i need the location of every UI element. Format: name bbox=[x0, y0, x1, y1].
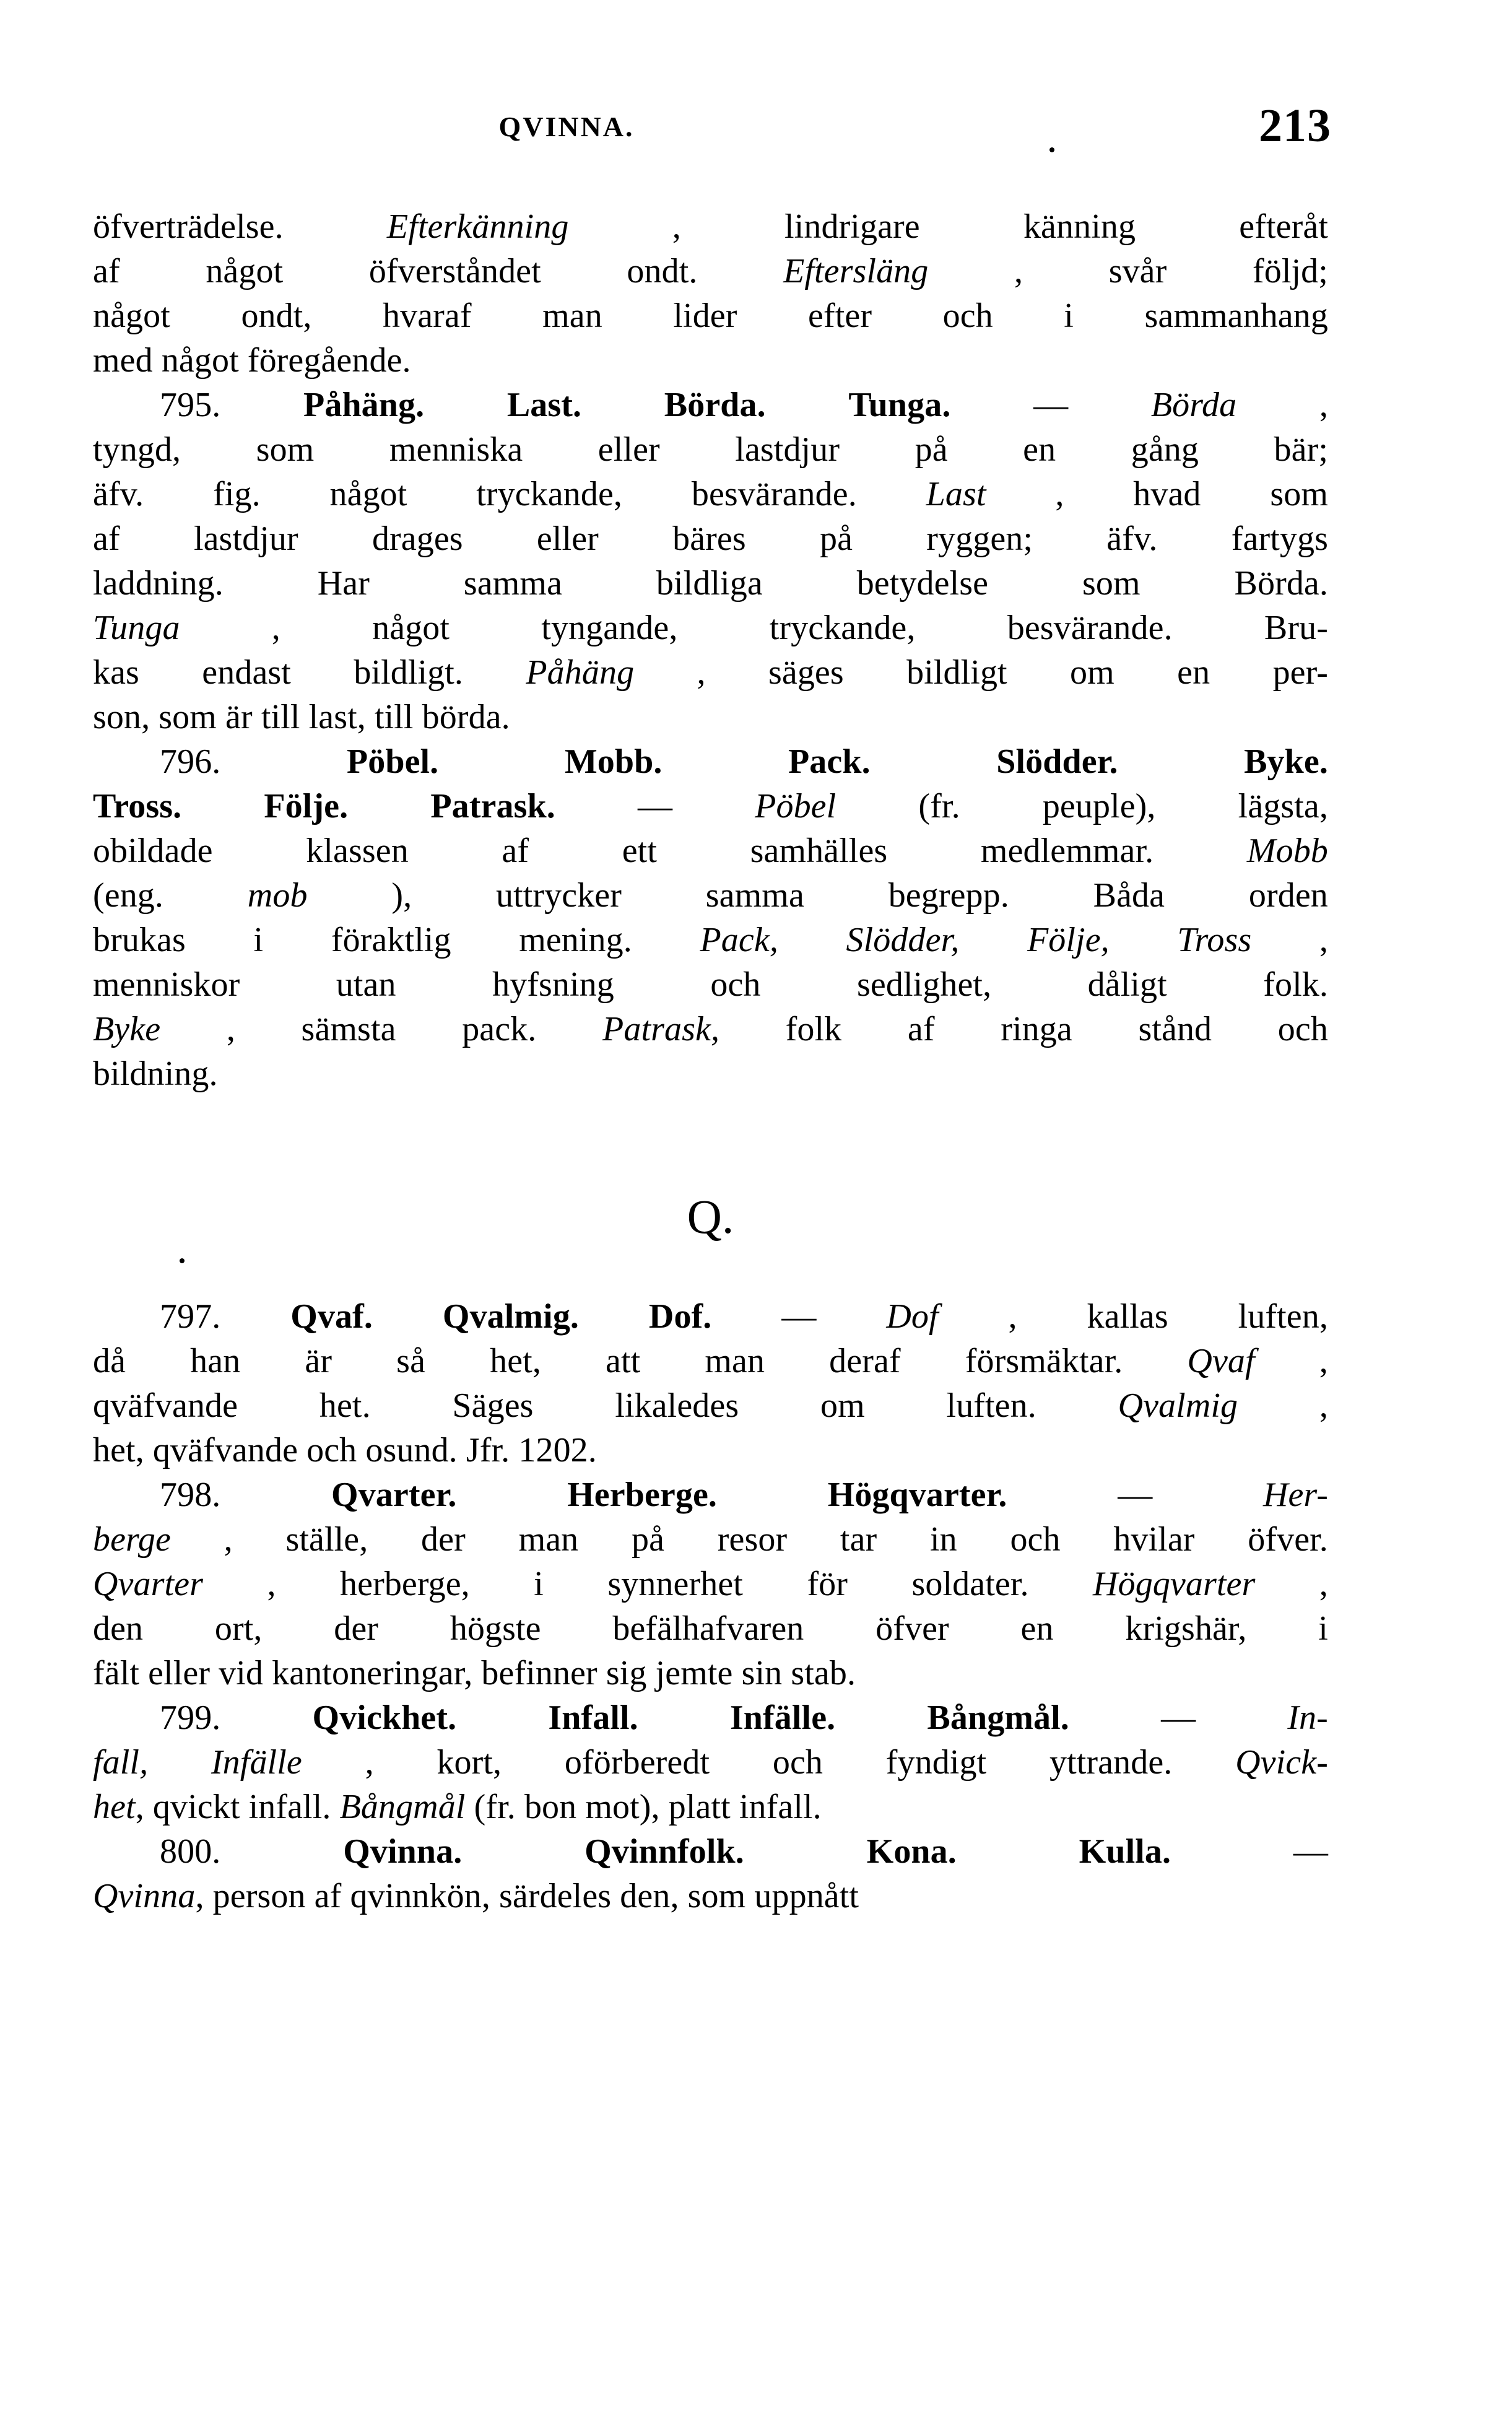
text-line: 800. Qvinna. Qvinnfolk. Kona. Kulla. — bbox=[160, 1832, 1328, 1871]
text-line: Tross. Följe. Patrask. — Pöbel (fr. peuple), lägsta, bbox=[93, 787, 1328, 825]
text-line: med något föregående. bbox=[93, 341, 411, 380]
text-line: 799. Qvickhet. Infall. Infälle. Bångmål. — In- bbox=[160, 1699, 1328, 1737]
text-line: af lastdjur drages eller bäres på ryggen; äfv. fartygs bbox=[93, 520, 1328, 558]
scan-speck bbox=[180, 1258, 185, 1263]
text-line: af något öfverståndet ondt. Eftersläng , svår följd; bbox=[93, 252, 1328, 290]
running-head-title: QVINNA. bbox=[498, 111, 635, 142]
text-column bbox=[93, 204, 1328, 1918]
text-line: berge , ställe, der man på resor tar in och hvilar öfver. bbox=[93, 1520, 1328, 1559]
text-line: 797. Qvaf. Qvalmig. Dof. — Dof , kallas luften, bbox=[160, 1297, 1328, 1336]
text-line: öfverträdelse. Efterkänning , lindrigare känning efteråt bbox=[93, 207, 1328, 246]
text-line: het, qväfvande och osund. Jfr. 1202. bbox=[93, 1431, 597, 1469]
text-line: son, som är till last, till börda. bbox=[93, 698, 510, 736]
text-line: fall, Infälle , kort, oförberedt och fyndigt yttrande. Qvick- bbox=[93, 1743, 1328, 1782]
scan-speck bbox=[1049, 147, 1054, 152]
text-line: tyngd, som menniska eller lastdjur på en gång bär; bbox=[93, 430, 1328, 469]
text-line: äfv. fig. något tryckande, besvärande. Last , hvad som bbox=[93, 475, 1328, 513]
dictionary-entry bbox=[93, 739, 1328, 1096]
text-line: kas endast bildligt. Påhäng , säges bildligt om en per- bbox=[93, 653, 1328, 692]
dictionary-entry bbox=[93, 1294, 1328, 1473]
text-line: något ondt, hvaraf man lider efter och i sammanhang bbox=[93, 297, 1328, 335]
running-head bbox=[93, 99, 1331, 167]
text-line: het, qvickt infall. Bångmål (fr. bon mot), platt infall. bbox=[93, 1788, 822, 1826]
dictionary-entry bbox=[93, 383, 1328, 739]
text-line: menniskor utan hyfsning och sedlighet, dåligt folk. bbox=[93, 965, 1328, 1004]
text-line: Qvinna, person af qvinnkön, särdeles den, som uppnått bbox=[93, 1877, 859, 1915]
text-line: laddning. Har samma bildliga betydelse som Börda. bbox=[93, 564, 1328, 603]
text-line: Tunga , något tyngande, tryckande, besvärande. Bru- bbox=[93, 609, 1328, 647]
dictionary-entry bbox=[93, 1473, 1328, 1695]
text-line: 796. Pöbel. Mobb. Pack. Slödder. Byke. bbox=[160, 742, 1328, 781]
dictionary-entry bbox=[93, 204, 1328, 383]
text-line: (eng. mob ), uttrycker samma begrepp. Båda orden bbox=[93, 876, 1328, 915]
page-number: 213 bbox=[1259, 100, 1331, 152]
dictionary-entry bbox=[93, 1829, 1328, 1918]
text-line: fält eller vid kantoneringar, befinner sig jemte sin stab. bbox=[93, 1654, 856, 1692]
text-line: 798. Qvarter. Herberge. Högqvarter. — Her- bbox=[160, 1476, 1328, 1514]
text-line: 795. Påhäng. Last. Börda. Tunga. — Börda , bbox=[160, 386, 1328, 424]
text-line: brukas i föraktlig mening. Pack, Slödder, Följe, Tross , bbox=[93, 921, 1328, 959]
text-line: bildning. bbox=[93, 1055, 218, 1093]
section-letter-q: Q. bbox=[687, 1190, 734, 1243]
text-line: Qvarter , herberge, i synnerhet för soldater. Högqvarter , bbox=[93, 1565, 1328, 1603]
text-line: den ort, der högste befälhafvaren öfver en krigshär, i bbox=[93, 1609, 1328, 1648]
dictionary-entry bbox=[93, 1695, 1328, 1829]
text-line: qväfvande het. Säges likaledes om luften. Qvalmig , bbox=[93, 1386, 1328, 1425]
section-divider bbox=[93, 1096, 1328, 1294]
text-line: då han är så het, att man deraf försmäktar. Qvaf , bbox=[93, 1342, 1328, 1380]
text-line: obildade klassen af ett samhälles medlemmar. Mobb bbox=[93, 832, 1328, 870]
text-line: Byke , sämsta pack. Patrask, folk af ringa stånd och bbox=[93, 1010, 1328, 1048]
